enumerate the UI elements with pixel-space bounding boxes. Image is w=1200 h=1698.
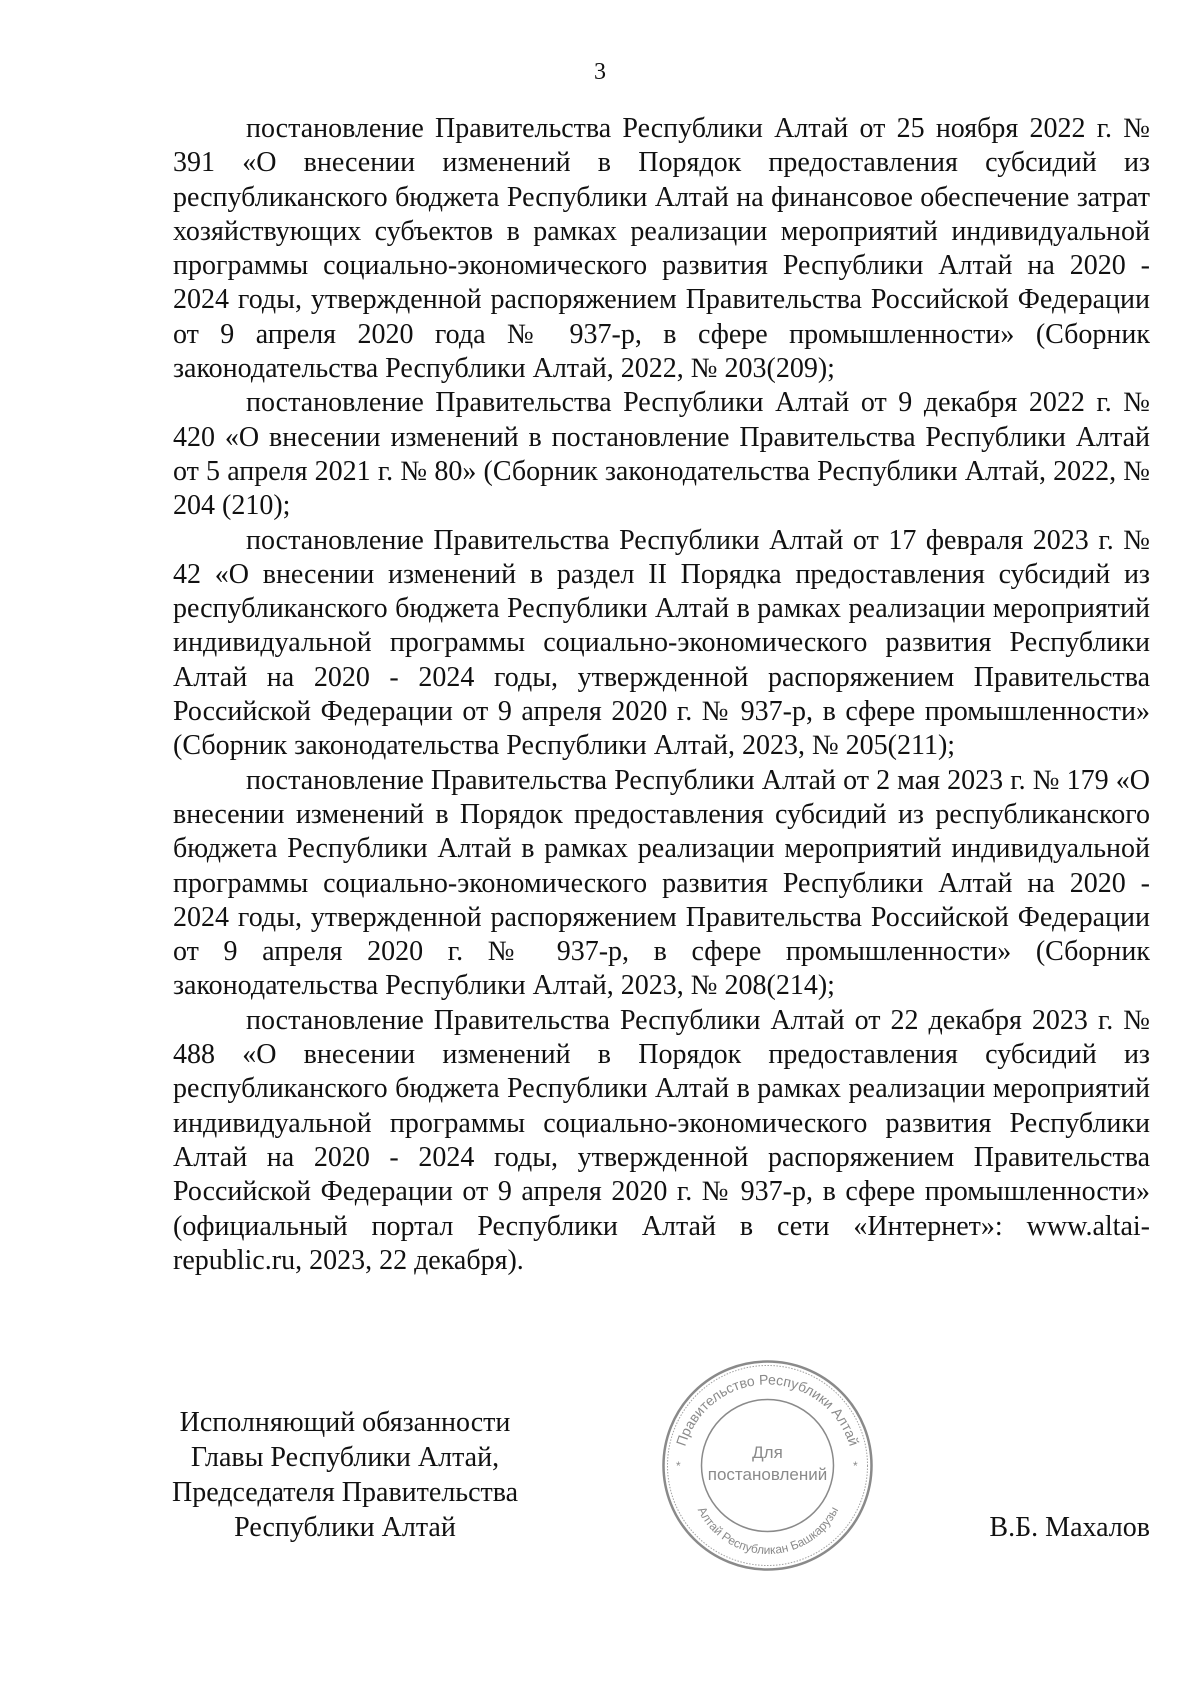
seal-center-line1: Для: [752, 1443, 783, 1462]
seal-star-left: *: [676, 1459, 681, 1473]
signatory-title-line: Республики Алтай: [234, 1512, 456, 1543]
signatory-title-line: Исполняющий обязанности: [179, 1407, 511, 1438]
paragraph: постановление Правительства Республики Алтай от 2 мая 2023 г. № 179 «О внесении изменений в Порядок предоставления субсидий из республиканского бюджета Республики Алтай в рамках реализации мероприятий индивидуальной программы социально-экономического развития Республики Алтай на 2020 - 2024 годы, утвержденной распоряжением Правительства Российской Федерации от 9 апреля 2020 г. № 937-р, в сфере промышленности» (Сборник законодательства Республики Алтай, 2023, № 208(214);: [173, 764, 1150, 1002]
paragraph: постановление Правительства Республики Алтай от 25 ноября 2022 г. № 391 «О внесении изменений в Порядок предоставления субсидий из республиканского бюджета Республики Алтай на финансовое обеспечение затрат хозяйствующих субъектов в рамках реализации мероприятий индивидуальной программы социально-экономического развития Республики Алтай на 2020 - 2024 годы, утвержденной распоряжением Правительства Российской Федерации от 9 апреля 2020 года № 937-р, в сфере промышленности» (Сборник законодательства Республики Алтай, 2022, № 203(209);: [173, 113, 1150, 385]
page-number: 3: [594, 59, 606, 85]
seal-lower-text: Алтай Республикан Башкарузы: [694, 1504, 842, 1558]
official-seal-stamp: [660, 1358, 875, 1573]
paragraph: постановление Правительства Республики Алтай от 9 декабря 2022 г. № 420 «О внесении изменений в постановление Правительства Республики Алтай от 5 апреля 2021 г. № 80» (Сборник законодательства Республики Алтай, 2022, № 204 (210);: [173, 387, 1150, 522]
signatory-title-line: Главы Республики Алтай,: [190, 1442, 500, 1473]
document-body: [173, 112, 1150, 1278]
paragraph: постановление Правительства Республики Алтай от 17 февраля 2023 г. № 42 «О внесении изменений в раздел II Порядка предоставления субсидий из республиканского бюджета Республики Алтай в рамках реализации мероприятий индивидуальной программы социально-экономического развития Республики Алтай на 2020 - 2024 годы, утвержденной распоряжением Правительства Российской Федерации от 9 апреля 2020 г. № 937-р, в сфере промышленности» (Сборник законодательства Республики Алтай, 2023, № 205(211);: [173, 524, 1150, 762]
signatory-title-line: Председателя Правительства: [171, 1477, 519, 1508]
seal-graphic: [660, 1358, 875, 1573]
signatory-name: В.Б. Махалов: [989, 1512, 1150, 1543]
paragraph: постановление Правительства Республики Алтай от 22 декабря 2023 г. № 488 «О внесении изменений в Порядок предоставления субсидий из республиканского бюджета Республики Алтай в рамках реализации мероприятий индивидуальной программы социально-экономического развития Республики Алтай на 2020 - 2024 годы, утвержденной распоряжением Правительства Российской Федерации от 9 апреля 2020 г. № 937-р, в сфере промышленности» (официальный портал Республики Алтай в сети «Интернет»: www.altai-republic.ru, 2023, 22 декабря).: [173, 1004, 1150, 1276]
seal-star-right: *: [853, 1459, 858, 1473]
signatory-title: [165, 1405, 525, 1545]
seal-outer-text: Правительство Республики Алтай: [672, 1371, 863, 1448]
seal-center-line2: постановлений: [707, 1465, 828, 1484]
